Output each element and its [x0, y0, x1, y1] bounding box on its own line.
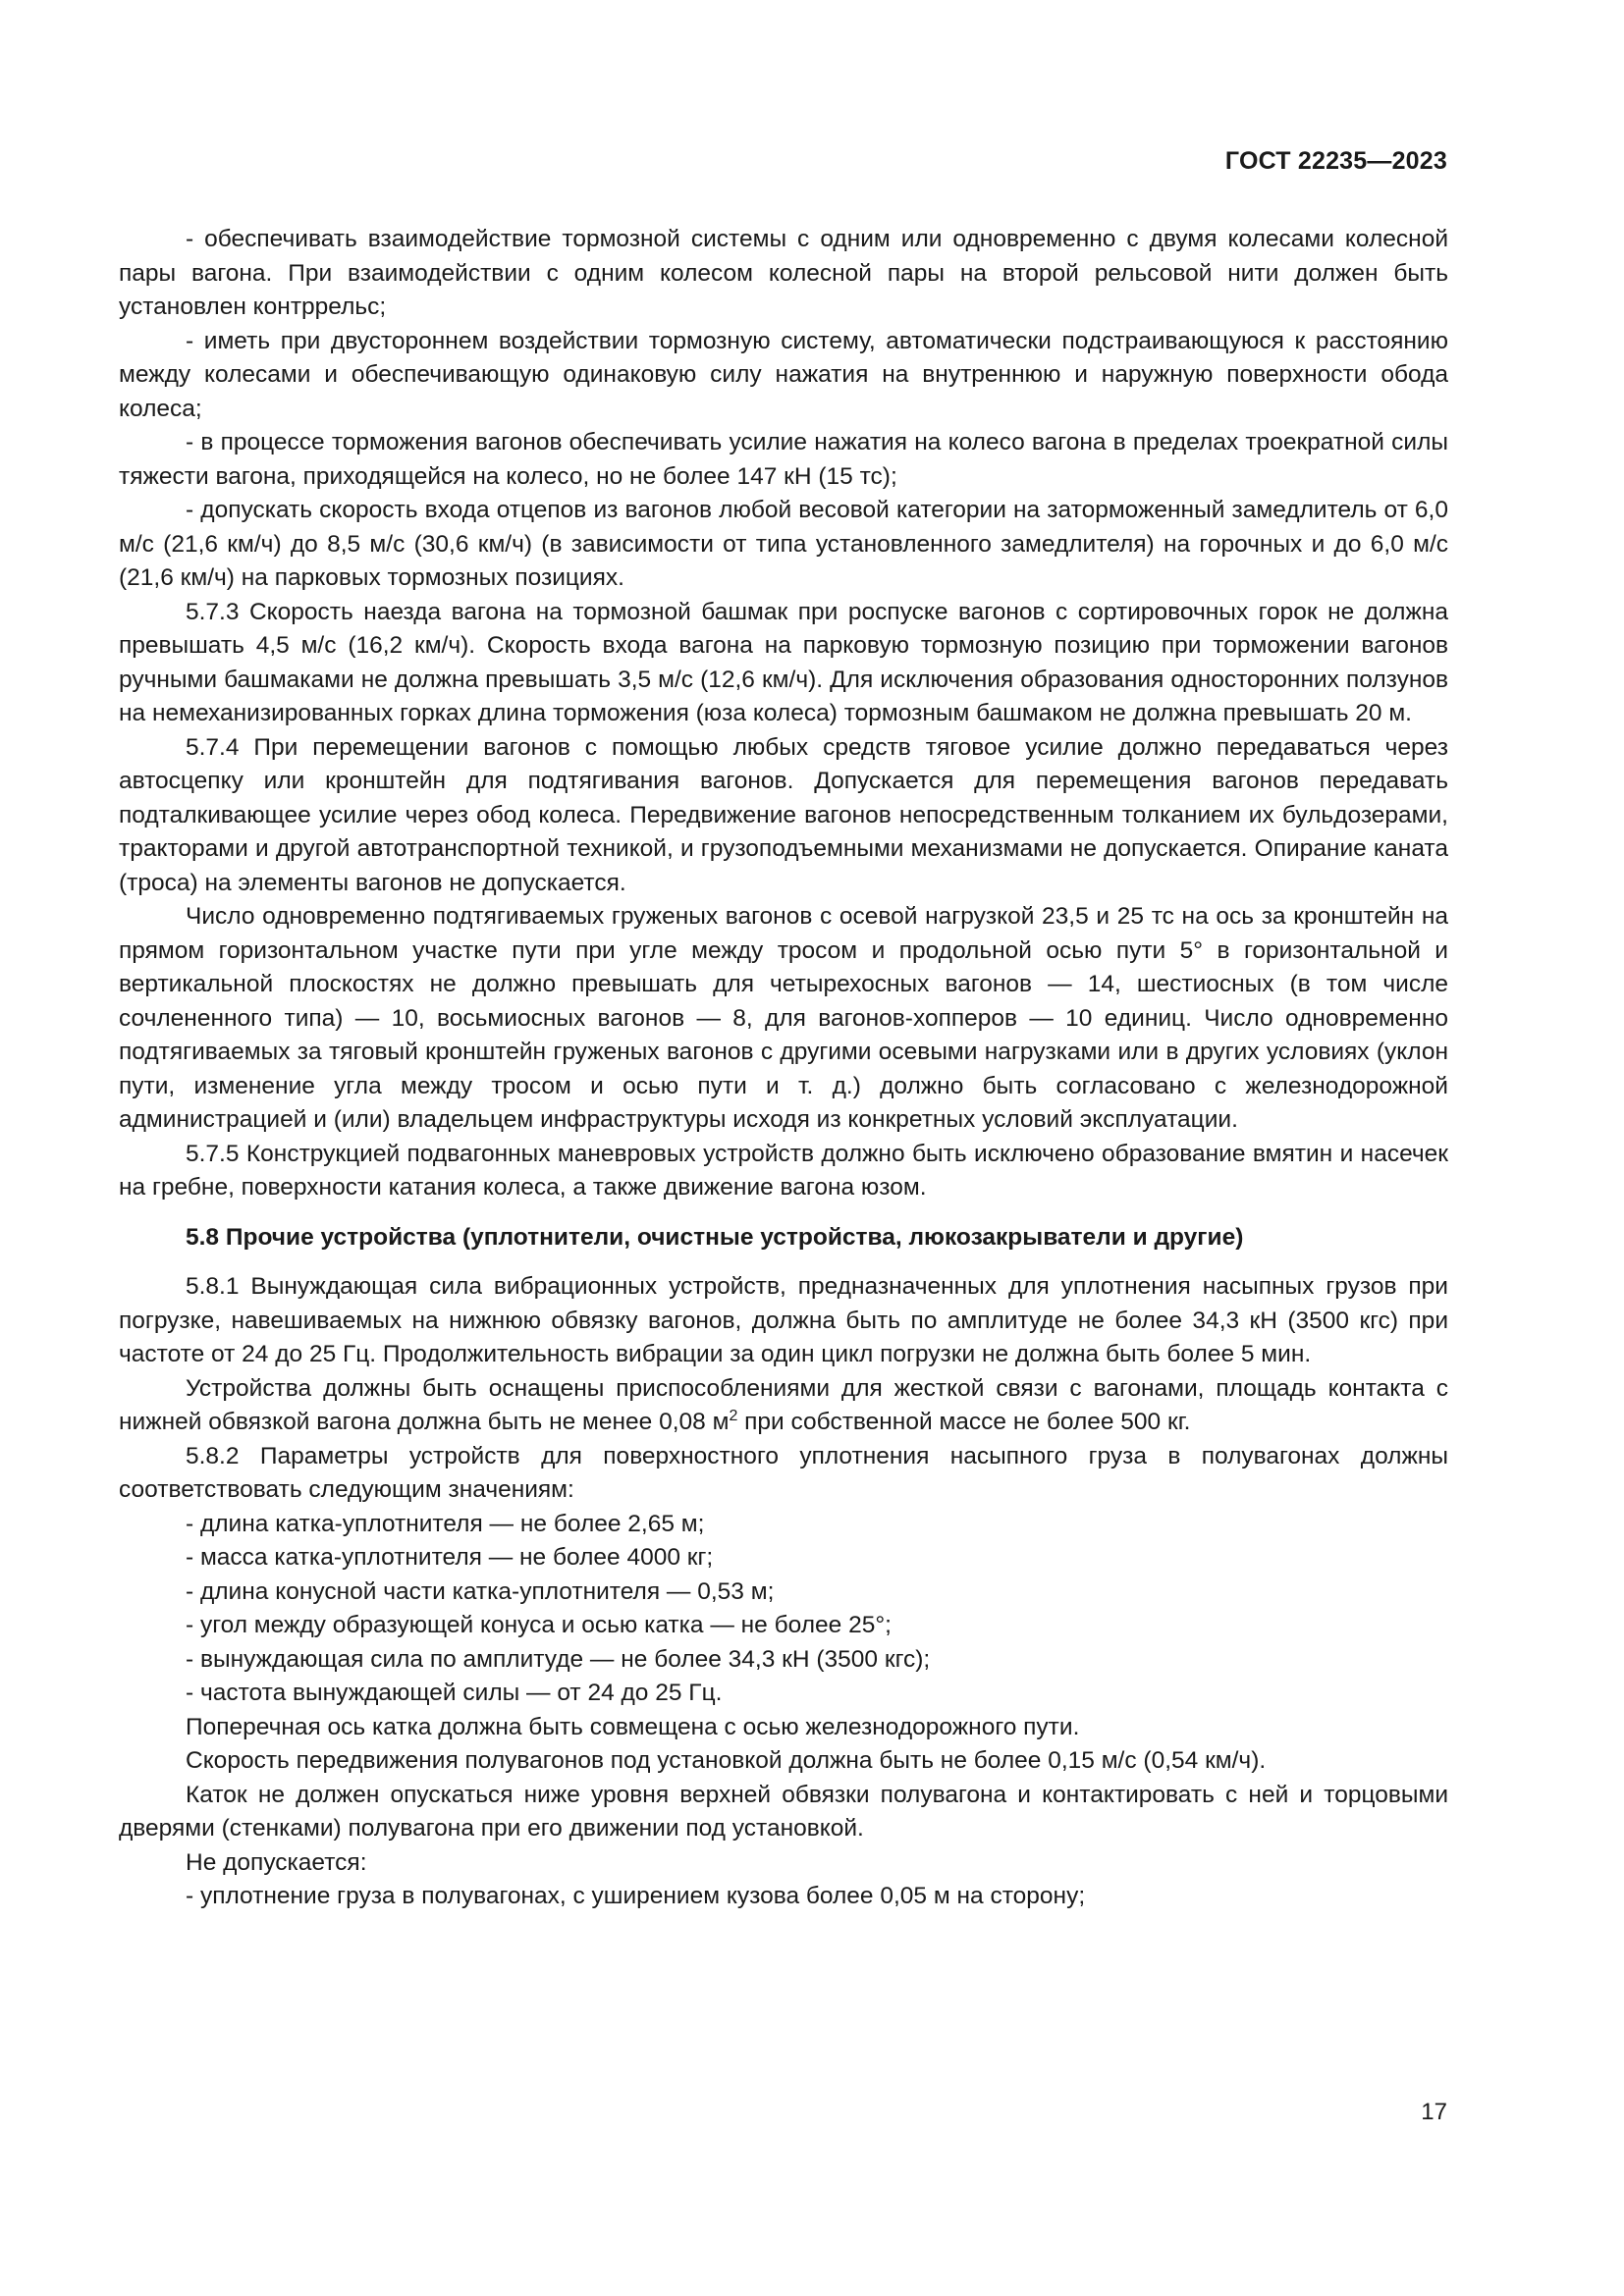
- paragraph-5-7-5: 5.7.5 Конструкцией подвагонных маневровых устройств должно быть исключено образование вмятин и насечек на гребне, поверхности катания колеса, а также движение вагона юзом.: [119, 1140, 1448, 1201]
- paragraph-5-8-1: 5.8.1 Вынуждающая сила вибрационных устройств, предназначенных для уплотнения насыпных грузов при погрузке, навешиваемых на нижнюю обвязку вагонов, должна быть по амплитуде не более 34,3 кН (3500 кгс) при частоте от 24 до 25 Гц. Продолжительность вибрации за один цикл погрузки не должна быть более 5 мин.: [119, 1273, 1448, 1367]
- document-code-header: ГОСТ 22235—2023: [1224, 147, 1447, 175]
- paragraph-two-sided-braking: - иметь при двустороннем воздействии тормозную систему, автоматически подстраивающуюся к расстоянию между колесами и обеспечивающую одинаковую силу нажатия на внутреннюю и наружную поверхности обода колеса;: [119, 327, 1448, 422]
- paragraph-entry-speed: - допускать скорость входа отцепов из вагонов любой весовой категории на заторможенный замедлитель от 6,0 м/с (21,6 км/ч) до 8,5 м/с (30,6 км/ч) (в зависимости от типа установленного замедлителя) на горочных и до 6,0 м/с (21,6 км/ч) на парковых тормозных позициях.: [119, 497, 1448, 591]
- superscript-squared: 2: [729, 1408, 738, 1424]
- paragraph-braking-force: - в процессе торможения вагонов обеспечивать усилие нажатия на колесо вагона в пределах троекратной силы тяжести вагона, приходящейся на колесо, но не более 147 кН (15 тс);: [119, 429, 1448, 490]
- list-item: - угол между образующей конуса и осью катка — не более 25°;: [186, 1612, 892, 1638]
- paragraph-device-attachment-tail: при собственной массе не более 500 кг.: [737, 1409, 1191, 1435]
- paragraph-interaction-wheels: - обеспечивать взаимодействие тормозной системы с одним или одновременно с двумя колесами колесной пары вагона. При взаимодействии с одним колесом колесной пары на второй рельсовой нити должен быть установлен контррельс;: [119, 226, 1448, 320]
- paragraph-5-8-2: 5.8.2 Параметры устройств для поверхностного уплотнения насыпного груза в полувагонах должны соответствовать следующим значениям:: [119, 1442, 1448, 1503]
- list-item: - длина катка-уплотнителя — не более 2,65 м;: [186, 1510, 705, 1537]
- paragraph-5-7-3: 5.7.3 Скорость наезда вагона на тормозной башмак при роспуске вагонов с сортировочных горок не должна превышать 4,5 м/с (16,2 км/ч). Скорость входа вагона на парковую тормозную позицию при торможении вагонов ручными башмаками не должна превышать 3,5 м/с (12,6 км/ч). Для исключения образования односторонних ползунов на немеханизированных горках длина торможения (юза колеса) тормозным башмаком не должна превышать 20 м.: [119, 598, 1448, 726]
- paragraph-roller-position: Каток не должен опускаться ниже уровня верхней обвязки полувагона и контактировать с ней и торцовыми дверями (стенками) полувагона при его движении под установкой.: [119, 1781, 1448, 1842]
- list-item: - частота вынуждающей силы — от 24 до 25 Гц.: [186, 1680, 723, 1706]
- section-heading-5-8: 5.8 Прочие устройства (уплотнители, очистные устройства, люкозакрыватели и другие): [186, 1223, 1244, 1251]
- paragraph-movement-speed: Скорость передвижения полувагонов под установкой должна быть не более 0,15 м/с (0,54 км/ч).: [186, 1747, 1267, 1774]
- paragraph-body-widening: - уплотнение груза в полувагонах, с уширением кузова более 0,05 м на сторону;: [186, 1883, 1086, 1909]
- paragraph-device-attachment: [119, 1372, 1448, 1440]
- paragraph-device-attachment-text: Устройства должны быть оснащены приспособлениями для жесткой связи с вагонами, площадь контакта с нижней обвязкой вагона должна быть не менее 0,08 м: [119, 1374, 1448, 1435]
- paragraph-not-allowed: Не допускается:: [186, 1848, 367, 1876]
- page-number: 17: [1421, 2099, 1447, 2125]
- list-item: - длина конусной части катка-уплотнителя — 0,53 м;: [186, 1577, 775, 1605]
- paragraph-wagon-count: Число одновременно подтягиваемых груженых вагонов с осевой нагрузкой 23,5 и 25 тс на ось за кронштейн на прямом горизонтальном участке пути при угле между тросом и продольной осью пути 5° в горизонтальной и вертикальной плоскостях не должно превышать для четырехосных вагонов — 14, шестиосных (в том числе сочлененного типа) — 10, восьмиосных вагонов — 8, для вагонов-хопперов — 10 единиц. Число одновременно подтягиваемых за тяговый кронштейн груженых вагонов с другими осевыми нагрузками или в других условиях (уклон пути, изменение угла между тросом и осью пути и т. д.) должно быть согласовано с железнодорожной администрацией и (или) владельцем инфраструктуры исходя из конкретных условий эксплуатации.: [119, 903, 1448, 1133]
- list-item: - масса катка-уплотнителя — не более 4000 кг;: [186, 1544, 714, 1571]
- paragraph-5-7-4: 5.7.4 При перемещении вагонов с помощью любых средств тяговое усилие должно передаваться через автосцепку или кронштейн для подтягивания вагонов. Допускается для перемещения вагонов передавать подталкивающее усилие через обод колеса. Передвижение вагонов непосредственным толканием их бульдозерами, тракторами и другой автотранспортной техникой, и грузоподъемными механизмами не допускается. Опирание каната (троса) на элементы вагонов не допускается.: [119, 733, 1448, 896]
- list-item: - вынуждающая сила по амплитуде — не более 34,3 кН (3500 кгс);: [186, 1645, 931, 1673]
- paragraph-transverse-axis: Поперечная ось катка должна быть совмещена с осью железнодорожного пути.: [186, 1713, 1080, 1740]
- document-body: [119, 223, 1448, 1914]
